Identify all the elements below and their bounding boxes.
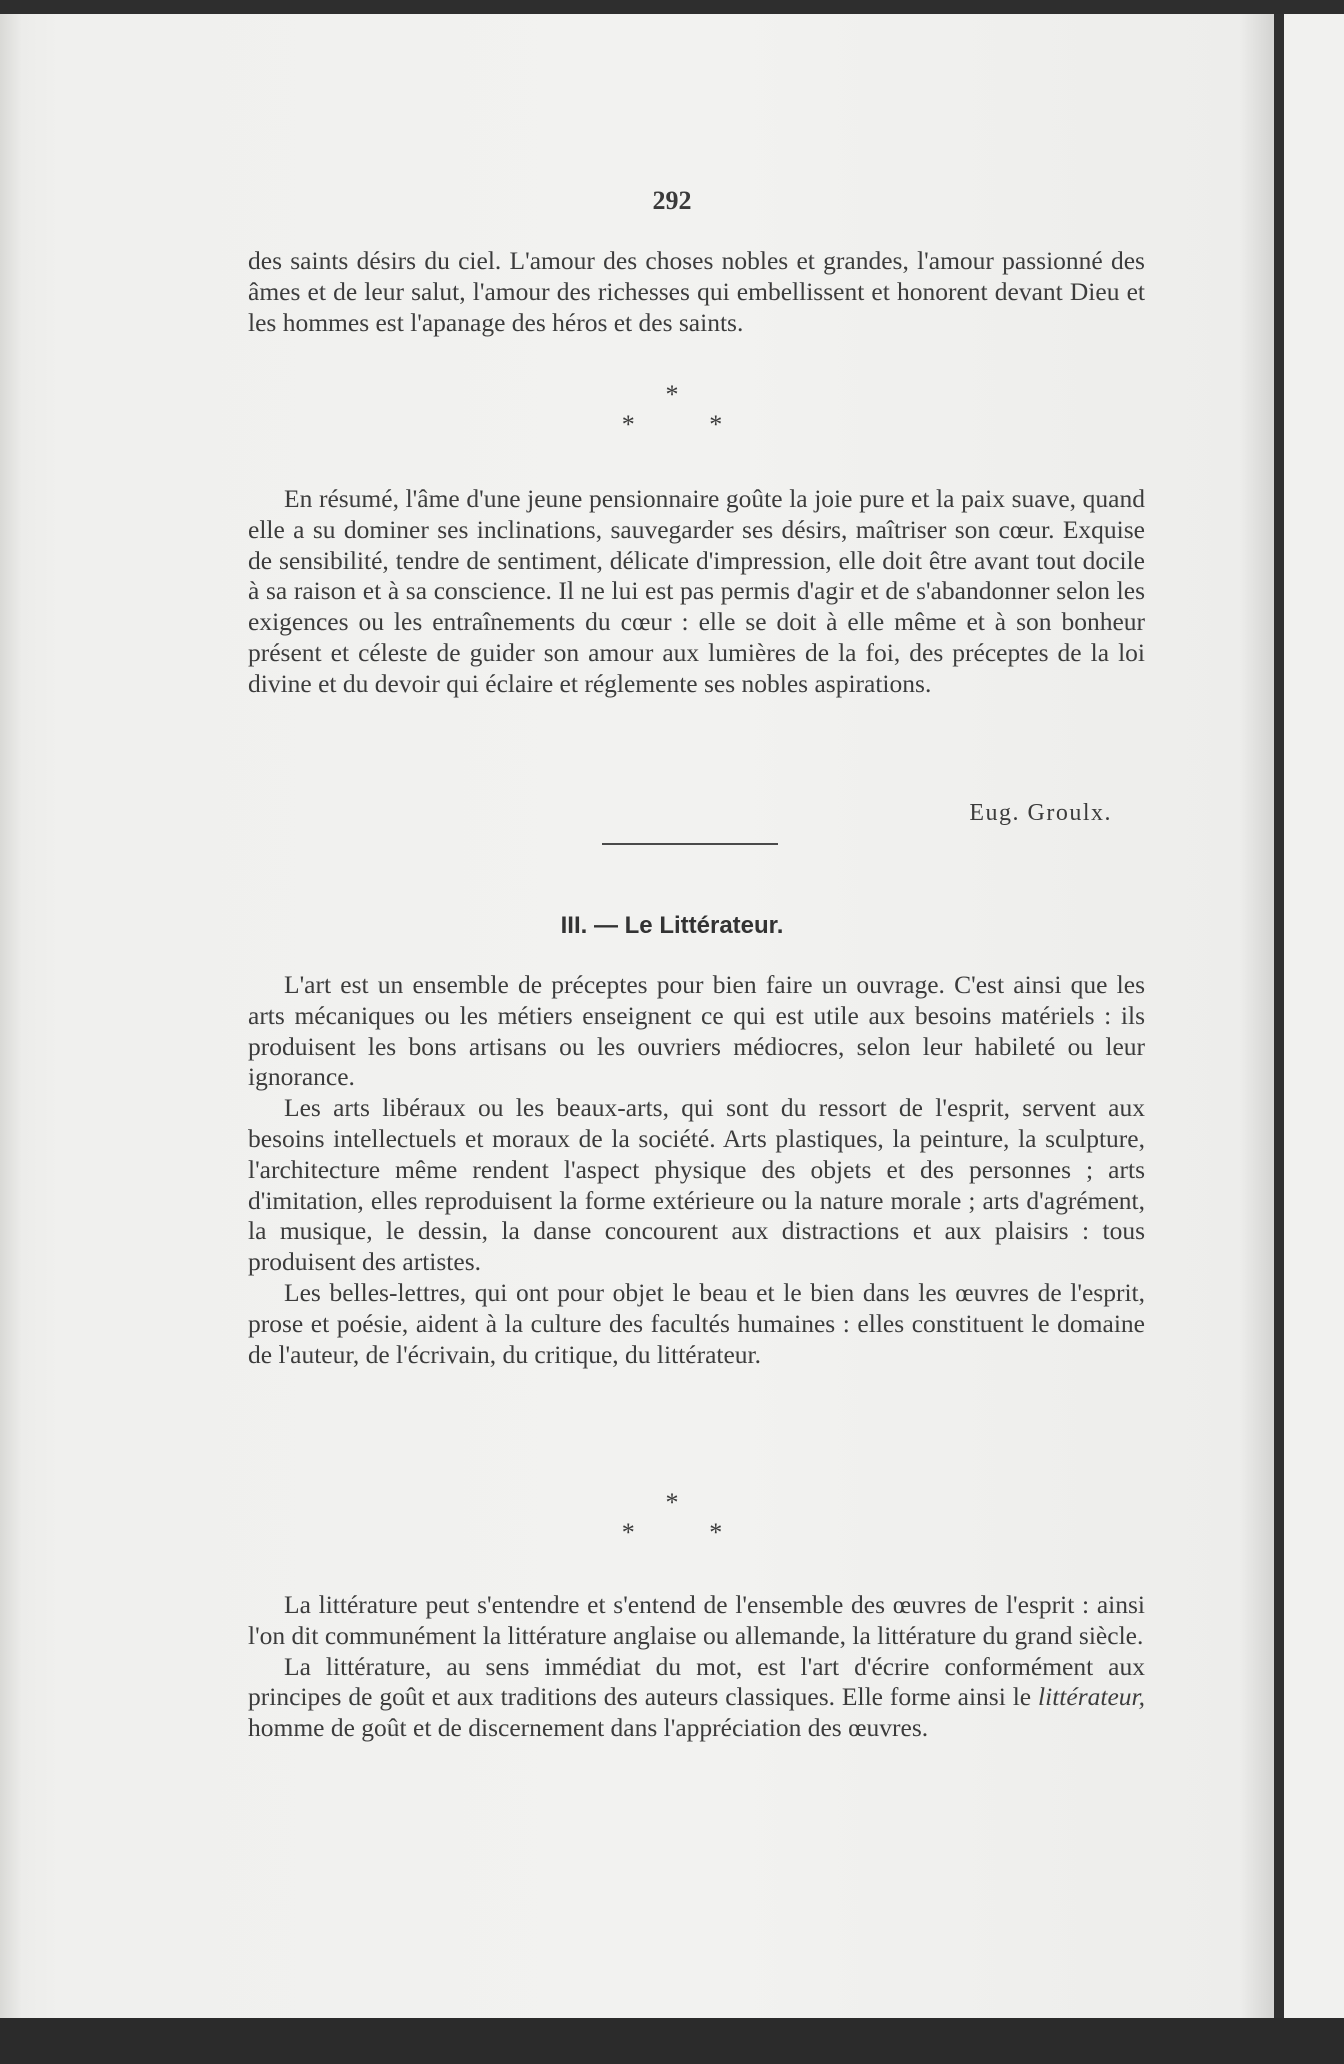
- section-separator: [0, 380, 1344, 440]
- paragraph-text: [248, 1652, 1145, 1744]
- paragraph-text: Les belles-lettres, qui ont pour objet le beau et le bien dans les œuvres de l'esprit, prose et poésie, aident à la culture des facultés humaines : elles constituent le domaine de l'auteur, de l'écrivain, du critique, du littérateur.: [248, 1277, 1145, 1369]
- paragraph-text: L'art est un ensemble de préceptes pour bien faire un ouvrage. C'est ainsi que les arts mécaniques ou les métiers enseignent ce qui est utile aux besoins matériels : ils produisent les bons artisans ou les ouvriers médiocres, selon leur habileté ou leur ignorance.: [248, 970, 1145, 1092]
- separator-star-top: *: [665, 380, 679, 409]
- scan-page-edge: [1274, 14, 1284, 2018]
- paragraph-text: des saints désirs du ciel. L'amour des choses nobles et grandes, l'amour passionné des âmes et de leur salut, l'amour des richesses qui embellissent et honorent devant Dieu et les hommes est l'apanage des héros et des saints.: [248, 246, 1145, 337]
- paragraph-text-start: La littérature, au sens immédiat du mot, est l'art d'écrire conformément aux principes de goût et aux traditions des auteurs classiques. Elle forme ainsi le: [248, 1651, 1145, 1712]
- section-separator: [0, 1488, 1344, 1548]
- section-body: [248, 970, 1145, 1370]
- separator-star-top: *: [665, 1488, 679, 1517]
- paragraph-text: En résumé, l'âme d'une jeune pensionnaire goûte la joie pure et la paix suave, quand elle a su dominer ses inclinations, sauvegarder ses désirs, maîtriser son cœur. Exquise de sensibilité, tendre de sentiment, délicate d'impression, elle doit être avant tout docile à sa raison et à sa conscience. Il ne lui est pas permis d'agir et de s'abandonner selon les exigences ou les entraînements du cœur : elle se doit à elle même et à son bonheur présent et céleste de guider son amour aux lumières de la foi, des préceptes de la loi divine et du devoir qui éclaire et réglemente ses nobles aspirations.: [248, 484, 1145, 698]
- scan-bottom-border: [0, 2018, 1344, 2064]
- italic-term: littérateur,: [1038, 1682, 1145, 1712]
- section-heading: III. — Le Littérateur.: [560, 912, 784, 939]
- paragraph-text-end: homme de goût et de discernement dans l'appréciation des œuvres.: [248, 1713, 929, 1743]
- separator-stars-bottom: * *: [621, 410, 757, 439]
- paragraph-continued: [248, 246, 1145, 338]
- separator-stars-bottom: * *: [621, 1518, 757, 1547]
- horizontal-rule: [602, 843, 778, 845]
- paragraph-summary: [248, 484, 1145, 700]
- scan-top-border: [0, 0, 1344, 14]
- paragraph-text: La littérature peut s'entendre et s'entend de l'ensemble des œuvres de l'esprit : ainsi l'on dit communément la littérature anglaise ou allemande, la littérature du grand siècle.: [248, 1590, 1145, 1650]
- author-signature: Eug. Groulx.: [969, 800, 1112, 826]
- page-number: 292: [652, 186, 692, 215]
- paragraph-text: Les arts libéraux ou les beaux-arts, qui sont du ressort de l'esprit, servent aux besoins intellectuels et moraux de la société. Arts plastiques, la peinture, la sculpture, l'architecture même rendent l'aspect physique des objets et des personnes ; arts d'imitation, elles reproduisent la forme extérieure ou la nature morale ; arts d'agrément, la musique, le dessin, la danse concourent aux distractions et aux plaisirs : tous produisent des artistes.: [248, 1093, 1145, 1277]
- scan-next-page-strip: [1284, 14, 1344, 2018]
- literature-body: [248, 1590, 1145, 1744]
